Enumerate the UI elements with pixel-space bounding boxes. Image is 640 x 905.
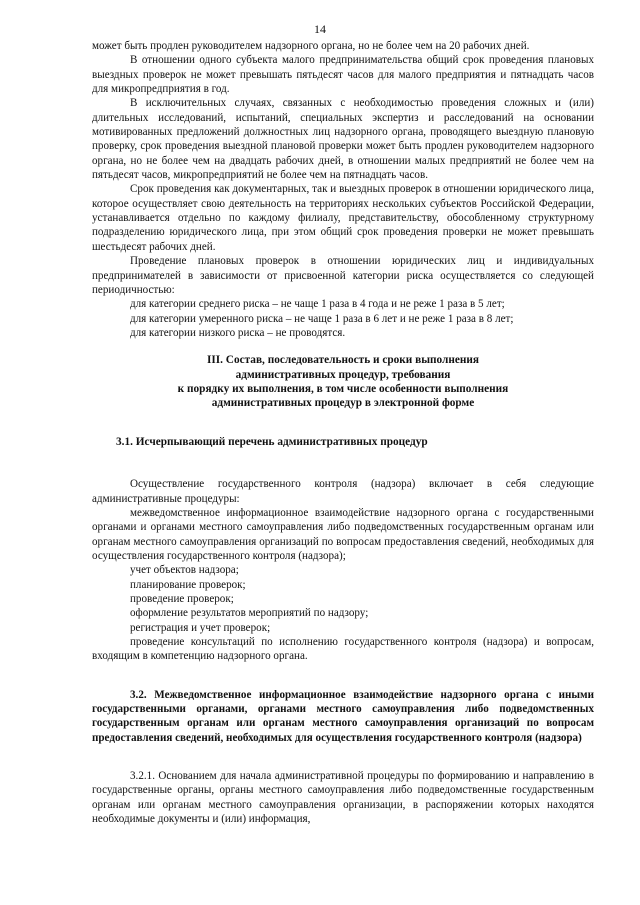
paragraph: В исключительных случаях, связанных с необходимостью проведения сложных и (или) длительных исследований, испытаний, специальных экспертиз и расследований на основании мотивированных предложений должностных лиц надзорного органа, проводящего выездную плановую проверку, срок проведения выездной плановой проверки может быть продлен руководителем надзорного органа, но не более чем на двадцать рабочих дней, в отношении малых предприятий не более чем на пятьдесят часов, микропредприятий не более чем на пятнадцать часов.	[92, 97, 594, 182]
paragraph: Проведение плановых проверок в отношении юридических лиц и индивидуальных предпринимателей в зависимости от присвоенной категории риска осуществляется со следующей периодичностью:	[92, 255, 594, 296]
page-number: 14	[314, 22, 326, 36]
risk-list-item: для категории среднего риска – не чаще 1 раза в 4 года и не реже 1 раза в 5 лет;	[130, 298, 505, 311]
paragraph: проведение консультаций по исполнению государственного контроля (надзора) и вопросам, входящим в компетенцию надзорного органа.	[92, 636, 594, 663]
procedure-list-item: регистрация и учет проверок;	[130, 621, 271, 634]
procedure-list-item: учет объектов надзора;	[130, 564, 239, 577]
paragraph: межведомственное информационное взаимодействие надзорного органа с государственными органами и органами местного самоуправления либо подведомственных государственным органам или органам местного самоуправления организаций по вопросам предоставления сведений, необходимых для осуществления государственного контроля (надзора);	[92, 506, 594, 562]
section-title-line: к порядку их выполнения, в том числе особенности выполнения	[177, 383, 509, 396]
section-title-line: III. Состав, последовательность и сроки выполнения	[206, 354, 480, 367]
section-title-line: административных процедур, требования	[235, 368, 451, 381]
procedure-list-item: проведение проверок;	[130, 593, 234, 605]
procedure-list-item: планирование проверок;	[130, 578, 246, 591]
subsection-heading-3-2: 3.2. Межведомственное информационное взаимодействие надзорного органа с иными государственными органами, органами местного самоуправления либо подведомственных государственным органам или органам местного самоуправления организаций по вопросам предоставления сведений, необходимых для осуществления государственного контроля (надзора)	[92, 688, 594, 744]
paragraph: Срок проведения как документарных, так и выездных проверок в отношении юридического лица, которое осуществляет свою деятельность на территориях нескольких субъектов Российской Федерации, устанавливается отдельно по каждому филиалу, представительству, обособленному структурному подразделению юридического лица, при этом общий срок проведения проверки не может превышать шестьдесят рабочих дней.	[92, 183, 594, 253]
paragraph: Осуществление государственного контроля (надзора) включает в себя следующие административные процедуры:	[92, 478, 594, 505]
risk-list-item: для категории умеренного риска – не чаще 1 раза в 6 лет и не реже 1 раза в 8 лет;	[130, 312, 514, 325]
subsection-heading-3-1: 3.1. Исчерпывающий перечень административных процедур	[116, 435, 428, 448]
section-title	[92, 353, 594, 411]
document-body	[92, 39, 594, 826]
paragraph: В отношении одного субъекта малого предпринимательства общий срок проведения плановых выездных проверок не может превышать пятьдесят часов для малого предприятия и пятнадцать часов для микропредприятия в год.	[92, 54, 594, 96]
paragraph: может быть продлен руководителем надзорного органа, но не более чем на 20 рабочих дней.	[92, 40, 530, 52]
section-title-line: административных процедур в электронной форме	[211, 397, 475, 410]
risk-list-item: для категории низкого риска – не проводятся.	[130, 326, 346, 339]
procedure-list-item: оформление результатов мероприятий по надзору;	[130, 607, 369, 620]
paragraph: 3.2.1. Основанием для начала административной процедуры по формированию и направлению в государственные органы, органы местного самоуправления либо подведомственные государственным органам или органам местного самоуправления организации, в распоряжении которых находятся необходимые документы и (или) информация,	[92, 770, 594, 826]
